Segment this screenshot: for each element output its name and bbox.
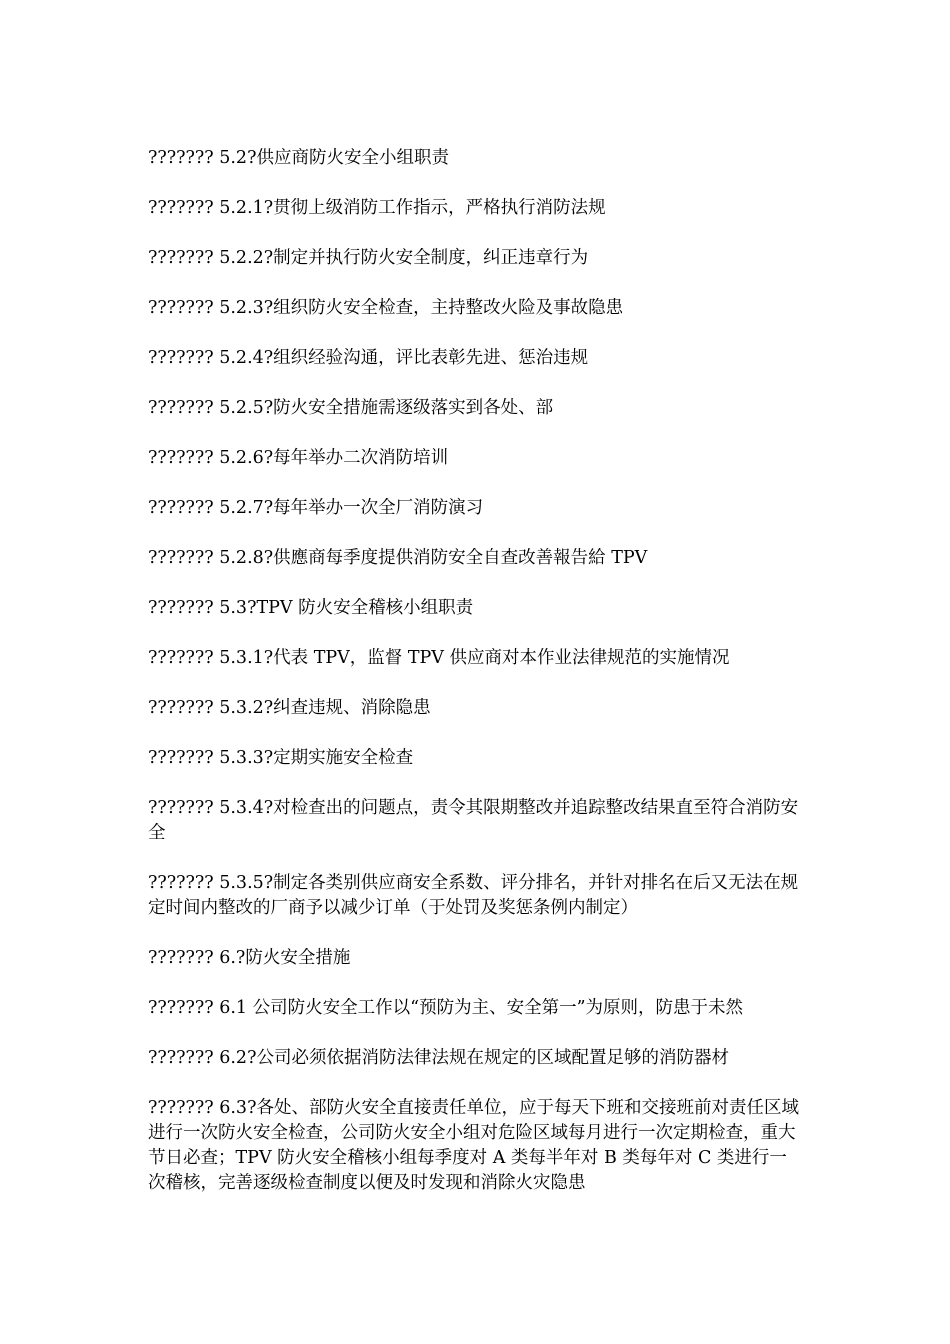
paragraph-5-3-4: ??????? 5.3.4?对检查出的问题点，责令其限期整改并追踪整改结果直至符合消防安全 [148, 798, 799, 843]
document-body [148, 146, 802, 1221]
paragraph-5-2-7: ??????? 5.2.7?每年举办一次全厂消防演习 [148, 498, 484, 518]
paragraph-5-2-2: ??????? 5.2.2?制定并执行防火安全制度，纠正违章行为 [148, 248, 589, 268]
paragraph-5-2-3: ??????? 5.2.3?组织防火安全检查，主持整改火险及事故隐患 [148, 298, 624, 318]
paragraph-5-2-4: ??????? 5.2.4?组织经验沟通，评比表彰先进、惩治违规 [148, 348, 589, 368]
paragraph-5-2-8: ??????? 5.2.8?供應商每季度提供消防安全自查改善報告給 TPV [148, 548, 648, 568]
paragraph-5-2-1: ??????? 5.2.1?贯彻上级消防工作指示，严格执行消防法规 [148, 198, 606, 218]
paragraph-5-3-2: ??????? 5.3.2?纠查违规、消除隐患 [148, 698, 431, 718]
paragraph-5-3-1: ??????? 5.3.1?代表 TPV，监督 TPV 供应商对本作业法律规范的实施情况 [148, 648, 730, 668]
paragraph-5-3-3: ??????? 5.3.3?定期实施安全检查 [148, 748, 414, 768]
paragraph-6: ??????? 6.?防火安全措施 [148, 948, 351, 968]
paragraph-5-2-6: ??????? 5.2.6?每年举办二次消防培训 [148, 448, 449, 468]
paragraph-5-3: ??????? 5.3?TPV 防火安全稽核小组职责 [148, 598, 474, 618]
paragraph-6-1: ??????? 6.1 公司防火安全工作以“预防为主、安全第一”为原则，防患于未然 [148, 998, 744, 1018]
paragraph-5-2: ??????? 5.2?供应商防火安全小组职责 [148, 148, 449, 168]
paragraph-6-3: ??????? 6.3?各处、部防火安全直接责任单位，应于每天下班和交接班前对责任区域进行一次防火安全检查，公司防火安全小组对危险区域每月进行一次定期检查，重大节日必查；TPV 防火安全稽核小组每季度对 A 类每半年对 B 类每年对 C 类进行一次稽核，完善逐级检查制度以便及时发现和消除火灾隐患 [148, 1098, 799, 1193]
paragraph-6-2: ??????? 6.2?公司必须依据消防法律法规在规定的区域配置足够的消防器材 [148, 1048, 729, 1068]
paragraph-5-3-5: ??????? 5.3.5?制定各类别供应商安全系数、评分排名，并针对排名在后又无法在规定时间内整改的厂商予以减少订单（于处罚及奖惩条例内制定） [148, 873, 799, 918]
paragraph-5-2-5: ??????? 5.2.5?防火安全措施需逐级落实到各处、部 [148, 398, 554, 418]
